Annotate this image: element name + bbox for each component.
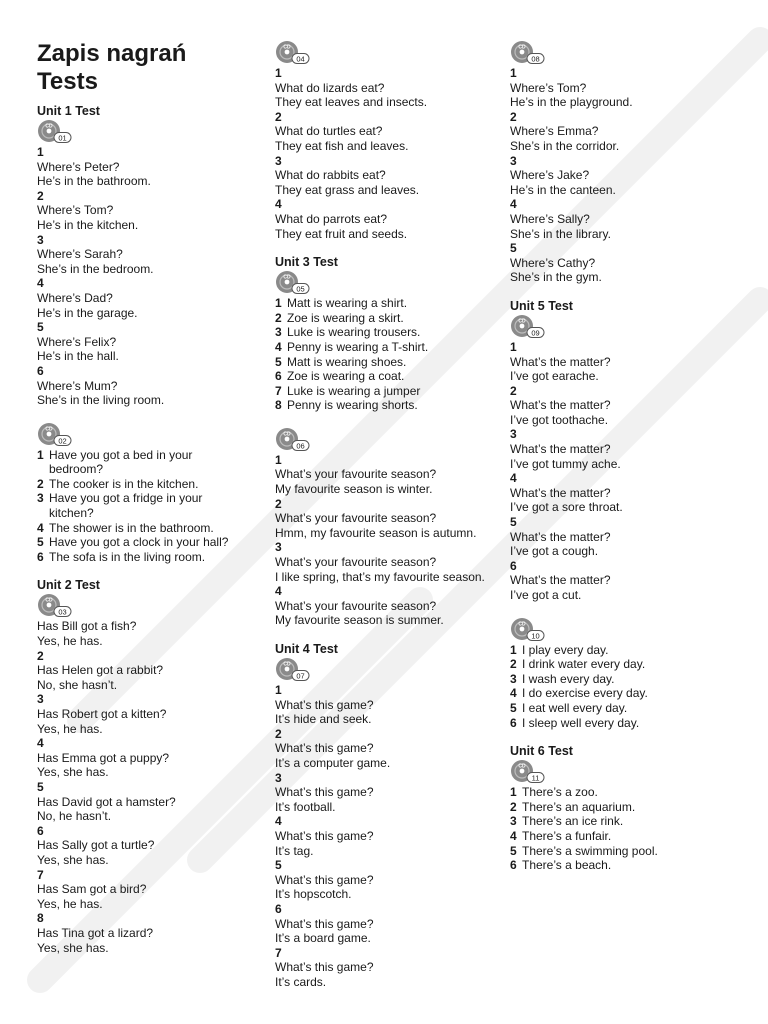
cd-track (37, 119, 252, 145)
script-line: He’s in the kitchen. (37, 217, 139, 232)
item-number: 5 (275, 858, 282, 873)
script-line: Yes, he has. (37, 721, 103, 736)
recording-section (510, 299, 735, 603)
item-text (287, 384, 500, 399)
item-text (522, 643, 735, 658)
script-line: Where’s Sarah? (37, 247, 123, 262)
script-line: What’s this game? (275, 741, 374, 756)
script-line: They eat grass and leaves. (275, 182, 420, 197)
item-number: 5 (37, 320, 44, 335)
item-number: 3 (37, 692, 44, 707)
item-text (522, 716, 735, 731)
list-item (37, 477, 252, 492)
script-line: What’s this game? (275, 872, 374, 887)
item-text (522, 844, 735, 859)
script-line: What’s the matter? (510, 398, 611, 413)
item-number: 2 (275, 496, 282, 511)
item-text (522, 672, 735, 687)
script-line: Where’s Emma? (510, 124, 599, 139)
script-line: My favourite season is summer. (275, 613, 444, 628)
track-number: 02 (58, 436, 67, 446)
track-number: 05 (296, 284, 305, 294)
recording-section (275, 642, 500, 989)
recording-section (275, 40, 500, 241)
item-number: 6 (510, 715, 517, 730)
script-line: Where’s Sally? (510, 211, 590, 226)
item-number: 1 (510, 339, 517, 354)
item-number: 2 (275, 109, 282, 124)
script-line: Has Robert got a kitten? (37, 707, 167, 721)
item-number: 4 (275, 814, 282, 829)
script-line: What do turtles eat? (275, 124, 383, 139)
track-number: 04 (296, 54, 305, 64)
script-line: It’s tag. (275, 843, 314, 858)
script-line: bedroom? (49, 462, 104, 477)
list-item (510, 657, 735, 672)
script-line: There’s a zoo. (522, 785, 598, 800)
item-text (49, 550, 252, 565)
script-line: Have you got a bed in your (49, 447, 193, 462)
unit-title: Unit 3 Test (275, 255, 338, 270)
item-number: 6 (37, 823, 44, 838)
script-line: Has Tina got a lizard? (37, 925, 154, 940)
script-line: Zoe is wearing a skirt. (287, 310, 404, 325)
cd-track (275, 40, 500, 66)
item-text (522, 858, 735, 873)
cd-track-icon (510, 314, 546, 340)
script-line: She’s in the corridor. (510, 138, 620, 153)
script-line: Where’s Cathy? (510, 255, 596, 270)
track-number: 09 (531, 328, 540, 338)
item-number: 6 (510, 858, 517, 873)
svg-text:CD: CD (45, 597, 53, 604)
recording-section (510, 617, 735, 731)
item-number: 1 (275, 683, 282, 697)
script-line: The cooker is in the kitchen. (49, 476, 199, 491)
script-line: Yes, she has. (37, 765, 109, 780)
item-number: 3 (37, 491, 44, 506)
item-number: 3 (510, 153, 517, 168)
script-line: I do exercise every day. (522, 686, 648, 701)
script-line: Yes, she has. (37, 940, 109, 955)
cd-track (275, 427, 500, 453)
item-number: 1 (37, 447, 44, 462)
unit-title: Unit 2 Test (37, 578, 100, 593)
list-item (37, 521, 252, 536)
script-line: Where’s Tom? (510, 80, 587, 95)
list-item (275, 296, 500, 311)
item-number: 1 (510, 642, 517, 657)
cd-track-icon (275, 657, 311, 683)
svg-text:CD: CD (283, 431, 291, 438)
title-line-2: Tests (37, 68, 98, 95)
item-text (287, 369, 500, 384)
item-text (287, 355, 500, 370)
item-number: 7 (275, 945, 282, 960)
script-line: There’s a beach. (522, 858, 612, 873)
item-text (522, 814, 735, 829)
recording-section (275, 255, 500, 413)
script-line: What’s the matter? (510, 354, 611, 369)
script-line: He’s in the canteen. (510, 182, 616, 197)
recording-section (37, 578, 252, 955)
script-line: kitchen? (49, 506, 94, 521)
item-number: 5 (510, 700, 517, 715)
item-number: 5 (510, 241, 517, 256)
script-line: Where’s Tom? (37, 203, 114, 218)
list-item (510, 643, 735, 658)
script-line: She’s in the living room. (37, 393, 165, 408)
script-line: I’ve got tummy ache. (510, 456, 621, 471)
script-line: I play every day. (522, 642, 609, 657)
item-number: 6 (275, 901, 282, 916)
cd-track-icon (275, 427, 311, 453)
script-line: Penny is wearing shorts. (287, 398, 418, 413)
item-number: 2 (37, 476, 44, 491)
item-number: 1 (510, 785, 517, 800)
script-line: Where’s Peter? (37, 159, 120, 174)
svg-text:CD: CD (45, 426, 53, 433)
cd-track (275, 270, 500, 296)
script-line: Luke is wearing trousers. (287, 325, 421, 340)
script-line: I’ve got a cut. (510, 588, 582, 602)
script-line: Has Helen got a rabbit? (37, 663, 164, 678)
item-text (287, 340, 500, 355)
item-text (49, 477, 252, 492)
item-number: 1 (275, 452, 282, 467)
item-text (287, 398, 500, 413)
item-text (49, 521, 252, 536)
unit-title: Unit 5 Test (510, 298, 573, 313)
script-line: Yes, he has. (37, 896, 103, 911)
list-item (510, 829, 735, 844)
track-number: 03 (58, 607, 67, 617)
script-line: What’s this game? (275, 785, 374, 800)
item-number: 1 (510, 66, 517, 80)
item-number: 3 (275, 153, 282, 168)
script-line: Yes, he has. (37, 634, 103, 649)
list-item (275, 340, 500, 355)
item-number: 7 (275, 383, 282, 398)
column-3 (510, 40, 735, 873)
list-item (510, 858, 735, 873)
script-line: Yes, she has. (37, 852, 109, 867)
script-line: Where’s Jake? (510, 168, 590, 183)
script-line: I drink water every day. (522, 657, 646, 672)
item-text (522, 800, 735, 815)
script-line: What’s the matter? (510, 442, 611, 457)
list-item (510, 800, 735, 815)
column-1 (37, 40, 252, 955)
title-line-1: Zapis nagrań (37, 40, 187, 67)
script-line: They eat leaves and insects. (275, 95, 428, 110)
cd-track (510, 314, 735, 340)
script-line: I’ve got a cough. (510, 544, 599, 559)
item-number: 4 (275, 197, 282, 212)
script-line: There’s an ice rink. (522, 814, 624, 829)
svg-text:CD: CD (283, 44, 291, 51)
script-line: He’s in the bathroom. (37, 174, 151, 189)
cd-track-icon (510, 40, 546, 66)
item-number: 2 (510, 799, 517, 814)
script-line: What’s the matter? (510, 573, 611, 588)
script-line: Matt is wearing a shirt. (287, 296, 408, 311)
item-number: 8 (37, 911, 44, 926)
script-line: He’s in the hall. (37, 349, 119, 364)
item-number: 4 (37, 276, 44, 291)
script-line: It’s a computer game. (275, 755, 391, 770)
script-line: What’s your favourite season? (275, 598, 437, 613)
script-line: What’s the matter? (510, 485, 611, 500)
item-text (49, 535, 252, 550)
item-text (522, 686, 735, 701)
track-number: 07 (296, 671, 305, 681)
script-line: I sleep well every day. (522, 715, 640, 730)
script-line: Hmm, my favourite season is autumn. (275, 525, 477, 540)
item-number: 6 (37, 363, 44, 378)
list-item (275, 369, 500, 384)
cd-track-icon (510, 759, 546, 785)
script-line: Has Sam got a bird? (37, 882, 147, 897)
script-line: I’ve got earache. (510, 369, 599, 384)
item-number: 3 (275, 540, 282, 555)
item-number: 4 (37, 520, 44, 535)
cd-track (37, 593, 252, 619)
cd-track-icon (37, 593, 73, 619)
cd-track (510, 759, 735, 785)
script-line: What’s your favourite season? (275, 467, 437, 482)
svg-text:CD: CD (518, 763, 526, 770)
list-item (510, 672, 735, 687)
item-text (522, 829, 735, 844)
script-line: What’s your favourite season? (275, 555, 437, 570)
script-line: Matt is wearing shoes. (287, 354, 407, 369)
item-text (287, 296, 500, 311)
item-number: 4 (510, 471, 517, 486)
svg-text:CD: CD (518, 44, 526, 51)
script-line: Have you got a clock in your hall? (49, 535, 229, 550)
item-text (49, 448, 252, 477)
track-number: 10 (531, 630, 540, 640)
recording-section (510, 744, 735, 873)
track-number: 01 (58, 133, 67, 143)
item-text (287, 311, 500, 326)
script-line: It’s hide and seek. (275, 712, 372, 727)
item-text (49, 491, 252, 520)
item-number: 1 (275, 66, 282, 80)
list-item (37, 491, 252, 520)
item-number: 4 (510, 828, 517, 843)
script-line: It’s football. (275, 799, 336, 814)
item-number: 3 (510, 427, 517, 442)
script-line: What’s this game? (275, 916, 374, 931)
list-item (275, 384, 500, 399)
item-text (522, 701, 735, 716)
item-number: 5 (510, 515, 517, 530)
script-line: The shower is in the bathroom. (49, 520, 214, 535)
list-item (37, 535, 252, 550)
list-item (275, 325, 500, 340)
script-line: There’s an aquarium. (522, 799, 636, 814)
script-line: He’s in the garage. (37, 305, 138, 320)
page-title (37, 40, 252, 96)
recording-section (275, 427, 500, 628)
script-line: I’ve got a sore throat. (510, 500, 623, 515)
item-number: 3 (37, 232, 44, 247)
script-line: What’s the matter? (510, 529, 611, 544)
list-item (510, 785, 735, 800)
script-line: She’s in the gym. (510, 270, 602, 285)
script-line: They eat fish and leaves. (275, 138, 409, 153)
list-item (37, 448, 252, 477)
script-line: What’s this game? (275, 960, 374, 975)
script-line: She’s in the library. (510, 226, 611, 241)
item-number: 5 (37, 535, 44, 550)
script-line: I’ve got toothache. (510, 412, 609, 427)
list-item (510, 716, 735, 731)
item-number: 6 (37, 549, 44, 564)
script-line: What do rabbits eat? (275, 168, 386, 183)
svg-text:CD: CD (45, 123, 53, 130)
list-item (275, 398, 500, 413)
item-number: 4 (275, 584, 282, 599)
script-line: My favourite season is winter. (275, 482, 433, 497)
item-text (287, 325, 500, 340)
track-number: 06 (296, 441, 305, 451)
item-number: 5 (510, 843, 517, 858)
item-number: 4 (510, 686, 517, 701)
list-item (510, 844, 735, 859)
script-line: I like spring, that’s my favourite season. (275, 569, 485, 584)
svg-text:CD: CD (283, 661, 291, 668)
item-number: 3 (510, 814, 517, 829)
item-number: 2 (510, 383, 517, 398)
script-line: Has Emma got a puppy? (37, 750, 170, 765)
item-text (522, 657, 735, 672)
item-number: 6 (275, 369, 282, 384)
script-line: There’s a funfair. (522, 828, 612, 843)
script-line: What’s your favourite season? (275, 511, 437, 526)
recording-section (510, 40, 735, 285)
cd-track-icon (37, 422, 73, 448)
script-line: Where’s Dad? (37, 290, 113, 305)
cd-track-icon (510, 617, 546, 643)
script-line: Has David got a hamster? (37, 794, 176, 809)
script-line: Zoe is wearing a coat. (287, 369, 405, 384)
item-number: 4 (37, 736, 44, 751)
item-number: 2 (510, 657, 517, 672)
item-number: 3 (510, 671, 517, 686)
script-line: Where’s Mum? (37, 378, 118, 393)
cd-track (37, 422, 252, 448)
list-item (510, 686, 735, 701)
item-number: 8 (275, 398, 282, 413)
script-line: Where’s Felix? (37, 334, 117, 349)
list-item (510, 814, 735, 829)
svg-text:CD: CD (518, 621, 526, 628)
script-line: What do parrots eat? (275, 211, 388, 226)
item-number: 2 (275, 726, 282, 741)
script-line: It’s a board game. (275, 931, 371, 946)
item-number: 2 (37, 648, 44, 663)
cd-track (275, 657, 500, 683)
cd-track-icon (275, 40, 311, 66)
item-number: 4 (275, 339, 282, 354)
script-line: I eat well every day. (522, 700, 628, 715)
item-number: 1 (275, 296, 282, 311)
item-number: 2 (510, 109, 517, 124)
track-number: 08 (531, 54, 540, 64)
script-line: Have you got a fridge in your (49, 491, 203, 506)
script-line: There’s a swimming pool. (522, 843, 658, 858)
recording-section (37, 422, 252, 565)
cd-track (510, 617, 735, 643)
track-number: 11 (531, 773, 540, 783)
list-item (510, 701, 735, 716)
script-line: No, she hasn’t. (37, 677, 118, 692)
svg-text:CD: CD (283, 274, 291, 281)
cd-track-icon (37, 119, 73, 145)
script-line: No, he hasn’t. (37, 809, 112, 824)
column-2 (275, 40, 500, 989)
item-number: 3 (275, 770, 282, 785)
list-item (37, 550, 252, 565)
item-number: 2 (275, 310, 282, 325)
script-line: She’s in the bedroom. (37, 261, 154, 276)
unit-title: Unit 6 Test (510, 744, 573, 759)
script-line: What do lizards eat? (275, 80, 385, 95)
unit-title: Unit 1 Test (37, 104, 100, 118)
item-text (522, 785, 735, 800)
item-number: 6 (510, 558, 517, 573)
script-line: It’s hopscotch. (275, 887, 352, 902)
script-line: Has Bill got a fish? (37, 619, 137, 634)
script-line: Penny is wearing a T-shirt. (287, 339, 429, 354)
item-number: 1 (37, 145, 44, 159)
item-number: 5 (37, 779, 44, 794)
svg-text:CD: CD (518, 318, 526, 325)
script-line: He’s in the playground. (510, 95, 633, 110)
cd-track-icon (275, 270, 311, 296)
item-number: 4 (510, 197, 517, 212)
recording-section (37, 104, 252, 408)
script-line: I wash every day. (522, 671, 615, 686)
script-line: It’s cards. (275, 974, 327, 989)
unit-title: Unit 4 Test (275, 642, 338, 656)
list-item (275, 311, 500, 326)
script-line: The sofa is in the living room. (49, 549, 206, 564)
cd-track (510, 40, 735, 66)
item-number: 2 (37, 188, 44, 203)
script-line: What’s this game? (275, 828, 374, 843)
item-number: 3 (275, 325, 282, 340)
item-number: 7 (37, 867, 44, 882)
script-line: Has Sally got a turtle? (37, 838, 155, 853)
item-number: 5 (275, 354, 282, 369)
script-line: What’s this game? (275, 697, 374, 712)
list-item (275, 355, 500, 370)
script-line: Luke is wearing a jumper (287, 383, 421, 398)
script-line: They eat fruit and seeds. (275, 226, 408, 241)
